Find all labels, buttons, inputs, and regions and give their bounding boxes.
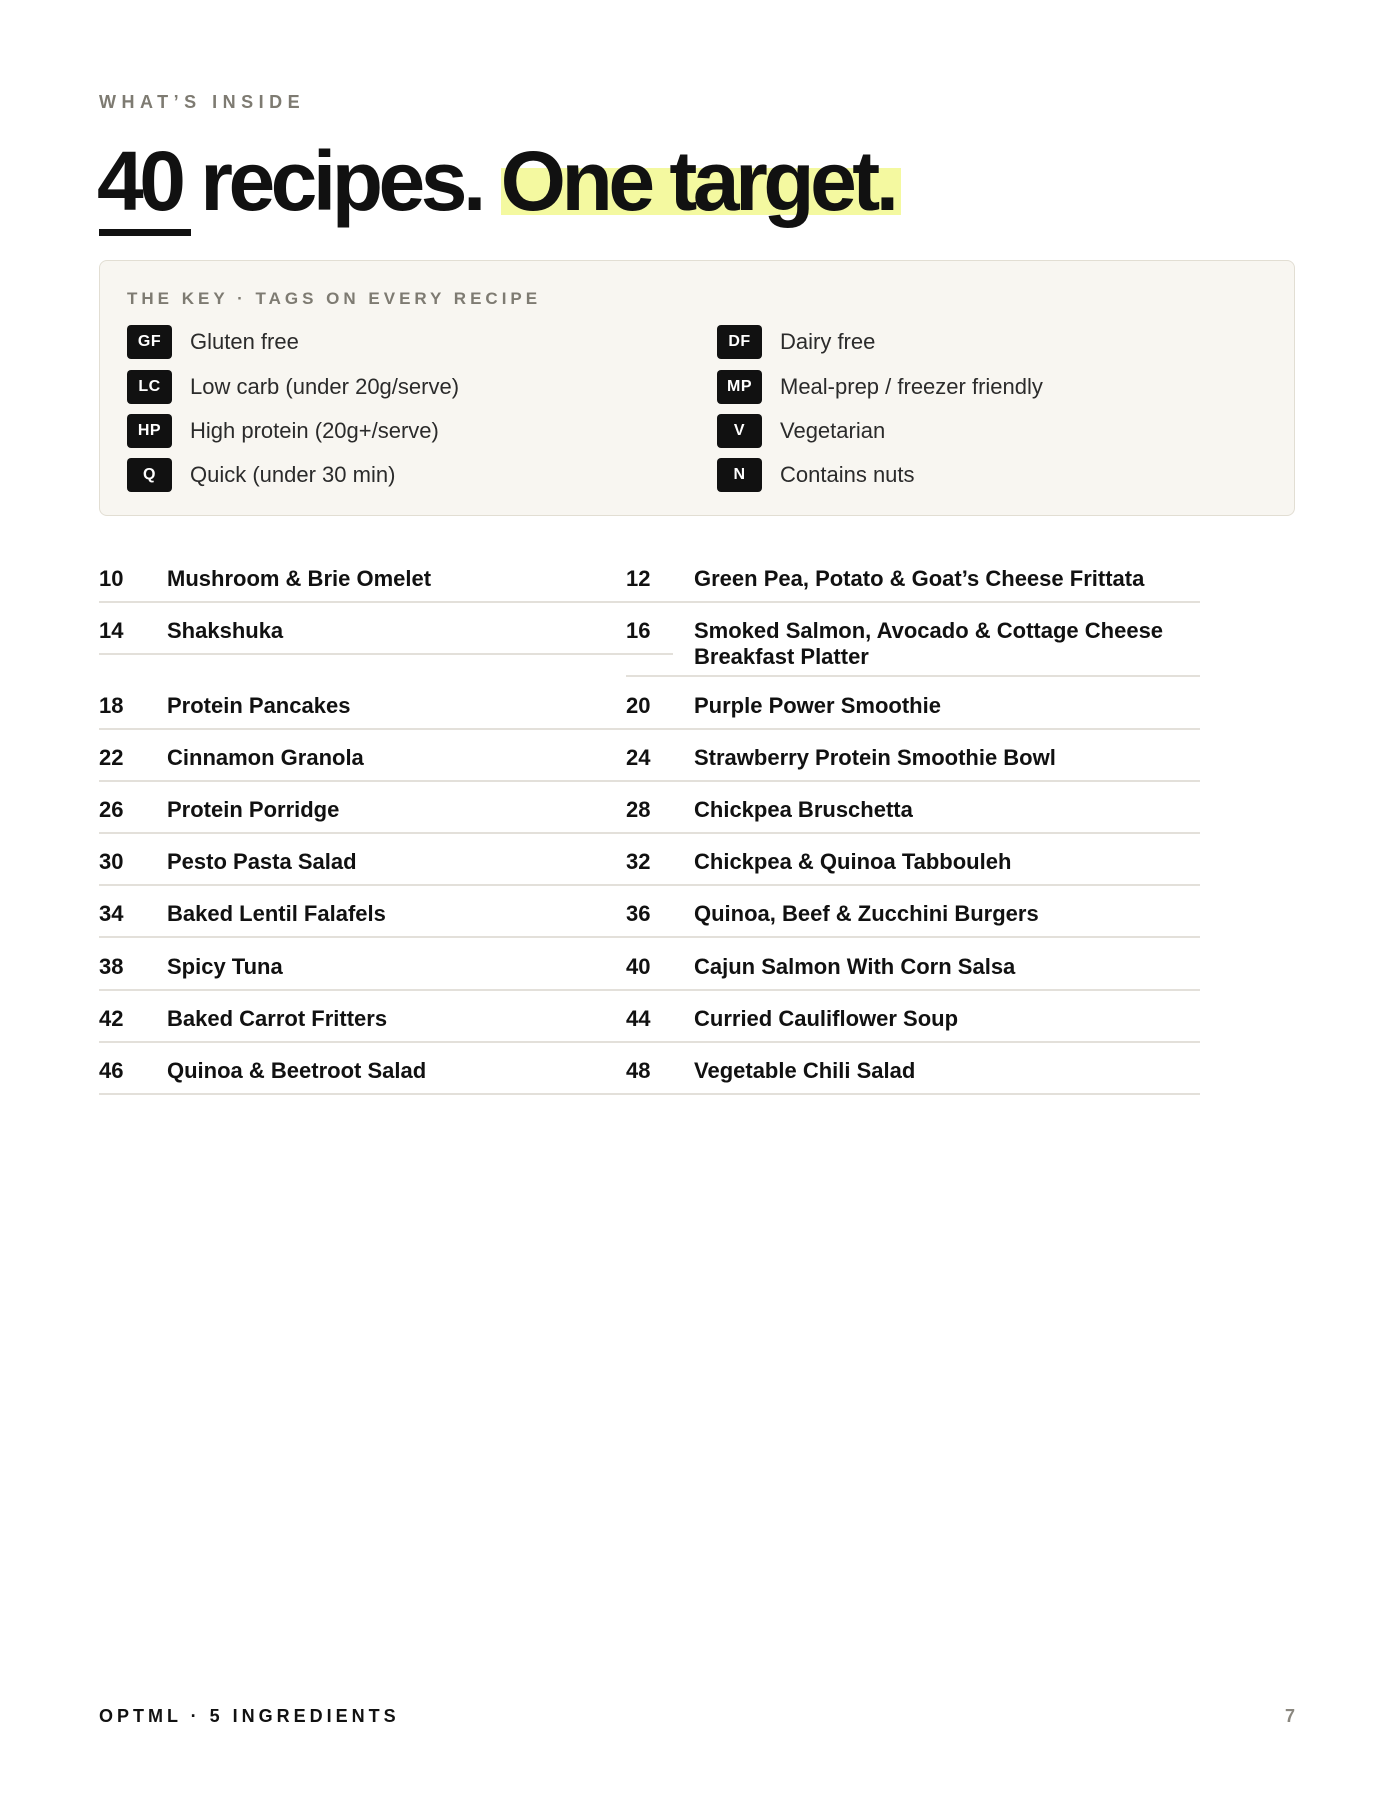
toc-recipe-name: Purple Power Smoothie [694,693,941,718]
toc-page-number: 44 [626,1006,651,1031]
page-title [97,126,901,236]
tag-label: Meal-prep / freezer friendly [780,374,1043,399]
toc-entry[interactable] [99,618,673,655]
tag-badge: HP [127,414,172,448]
tag-gluten-free [127,325,299,359]
key-heading: THE KEY · TAGS ON EVERY RECIPE [127,289,542,308]
toc-recipe-name: Quinoa, Beef & Zucchini Burgers [694,901,1039,926]
tag-low-carb [127,370,459,404]
tag-badge: DF [717,325,762,359]
tag-label: Quick (under 30 min) [190,462,396,487]
toc-page-number: 18 [99,693,124,718]
toc-entry[interactable] [99,566,673,603]
toc-page-number: 26 [99,797,124,822]
toc-entry[interactable] [626,566,1200,603]
title-underline [99,229,191,236]
toc-entry[interactable] [626,1058,1200,1095]
toc-page-number: 24 [626,745,651,770]
toc-recipe-name: Chickpea Bruschetta [694,797,913,822]
toc-entry[interactable] [99,693,673,730]
tag-badge: N [717,458,762,492]
title-highlight: One target. [501,134,901,228]
toc-entry[interactable] [99,901,673,938]
tag-badge: LC [127,370,172,404]
toc-entry[interactable] [626,1006,1200,1043]
toc-recipe-name: Quinoa & Beetroot Salad [167,1058,427,1083]
toc-recipe-name: Spicy Tuna [167,954,283,979]
toc-entry[interactable] [626,901,1200,938]
tag-badge: Q [127,458,172,492]
tag-label: Dairy free [780,329,876,354]
toc-entry[interactable] [99,849,673,886]
toc-page-number: 10 [99,566,124,591]
page-number: 7 [1284,1706,1295,1726]
tag-label: High protein (20g+/serve) [190,418,439,443]
tag-badge: V [717,414,762,448]
toc-recipe-name: Cinnamon Granola [167,745,364,770]
section-eyebrow: WHAT’S INSIDE [99,92,306,112]
toc-recipe-name: Smoked Salmon, Avocado & Cottage Cheese Breakfast Platter [694,618,1164,669]
toc-entry[interactable] [626,745,1200,782]
toc-page-number: 12 [626,566,651,591]
tag-high-protein [127,414,439,448]
toc-recipe-name: Strawberry Protein Smoothie Bowl [694,745,1056,770]
toc-page-number: 48 [626,1058,651,1083]
toc-page-number: 38 [99,954,124,979]
toc-entry[interactable] [99,745,673,782]
toc-entry[interactable] [626,693,1200,730]
tag-key-panel [99,260,1295,516]
footer-brand: OPTML · 5 INGREDIENTS [99,1706,400,1726]
toc-entry[interactable] [626,954,1200,991]
toc-recipe-name: Mushroom & Brie Omelet [167,566,432,591]
toc-recipe-name: Cajun Salmon With Corn Salsa [694,954,1016,979]
toc-entry[interactable] [99,954,673,991]
toc-page-number: 20 [626,693,651,718]
toc-recipe-name: Shakshuka [167,618,284,643]
toc-page-number: 32 [626,849,651,874]
toc-recipe-name: Pesto Pasta Salad [167,849,357,874]
tag-contains-nuts [717,458,915,492]
toc-entry[interactable] [99,1058,673,1095]
toc-recipe-name: Baked Lentil Falafels [167,901,386,926]
toc-entry[interactable] [626,618,1200,677]
toc-page-number: 28 [626,797,651,822]
toc-recipe-name: Vegetable Chili Salad [694,1058,916,1083]
title-main: 40 recipes. [97,134,482,228]
toc-page-number: 36 [626,901,651,926]
toc-page-number: 14 [99,618,124,643]
toc-page-number: 30 [99,849,124,874]
toc-recipe-name: Green Pea, Potato & Goat’s Cheese Frittata [694,566,1145,591]
toc-recipe-name: Chickpea & Quinoa Tabbouleh [694,849,1012,874]
tag-dairy-free [717,325,875,359]
toc-recipe-name: Curried Cauliflower Soup [694,1006,959,1031]
tag-label: Vegetarian [780,418,886,443]
tag-vegetarian [717,414,885,448]
tag-badge: GF [127,325,172,359]
toc-page-number: 16 [626,618,651,643]
tag-label: Gluten free [190,329,299,354]
tag-meal-prep [717,370,1043,404]
toc-page-number: 42 [99,1006,124,1031]
toc-page-number: 46 [99,1058,124,1083]
toc-entry[interactable] [99,797,673,834]
tag-label: Contains nuts [780,462,915,487]
toc-entry[interactable] [626,849,1200,886]
toc-recipe-name: Protein Pancakes [167,693,351,718]
toc-entry[interactable] [99,1006,673,1043]
tag-badge: MP [717,370,762,404]
tag-label: Low carb (under 20g/serve) [190,374,460,399]
tag-quick [127,458,395,492]
toc-page-number: 22 [99,745,124,770]
toc-recipe-name: Baked Carrot Fritters [167,1006,388,1031]
toc-page-number: 34 [99,901,124,926]
toc-recipe-name: Protein Porridge [167,797,340,822]
toc-entry[interactable] [626,797,1200,834]
toc-page-number: 40 [626,954,651,979]
